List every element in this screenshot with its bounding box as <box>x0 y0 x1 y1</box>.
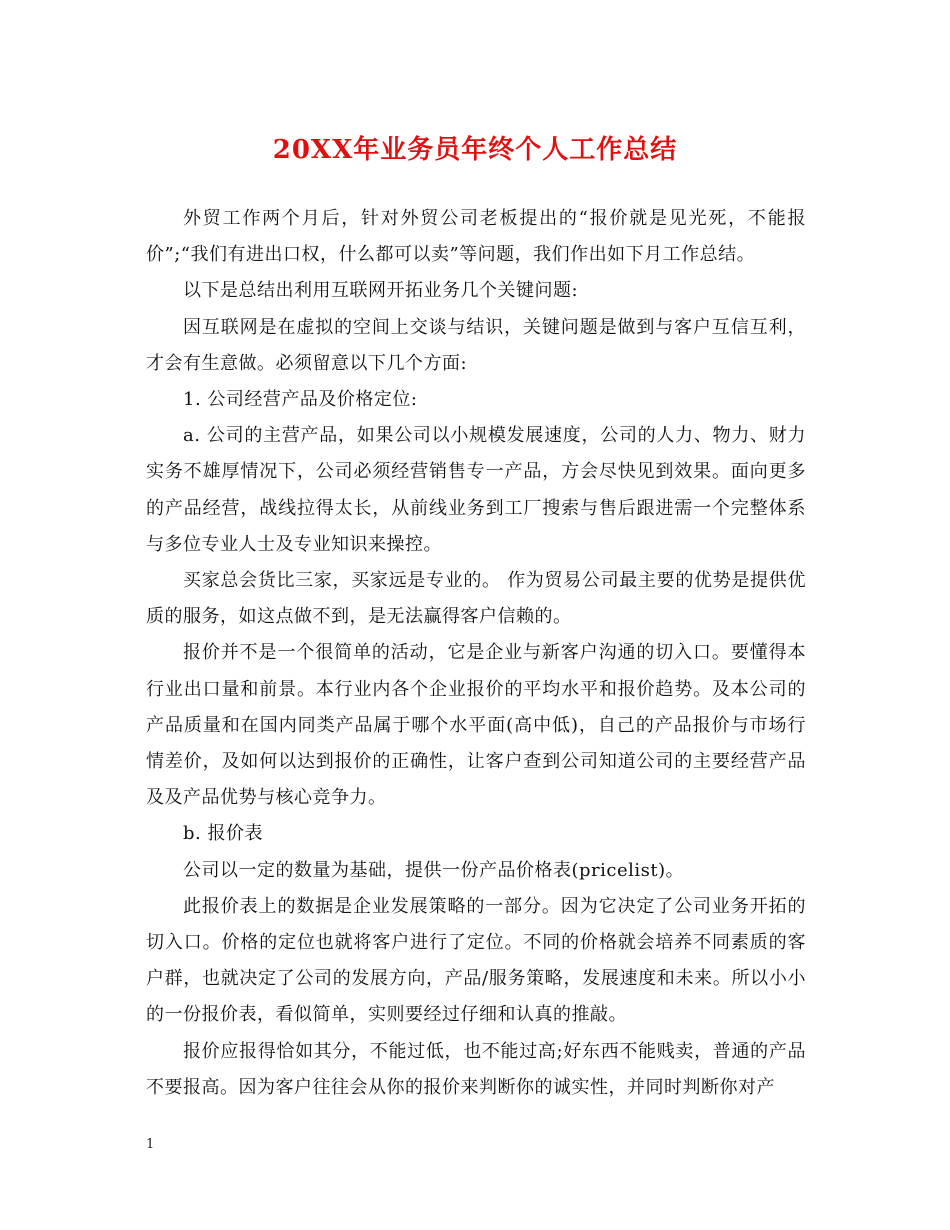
paragraph: a. 公司的主营产品，如果公司以小规模发展速度，公司的人力、物力、财力实务不雄厚情况下，公司必须经营销售专一产品，方会尽快见到效果。面向更多的产品经营，战线拉得太长，从前线业务到工厂搜索与售后跟进需一个完整体系与多位专业人士及专业知识来操控。 <box>146 425 806 555</box>
paragraph: 此报价表上的数据是企业发展策略的一部分。因为它决定了公司业务开拓的切入口。价格的定位也就将客户进行了定位。不同的价格就会培养不同素质的客户群，也就决定了公司的发展方向，产品/服务策略，发展速度和未来。所以小小的一份报价表，看似简单，实则要经过仔细和认真的推敲。 <box>146 895 806 1026</box>
paragraph: 公司以一定的数量为基础，提供一份产品价格表(pricelist)。 <box>183 859 685 881</box>
document-title: 20XX年业务员年终个人工作总结 <box>272 135 678 165</box>
paragraph: 买家总会货比三家，买家远是专业的。 作为贸易公司最主要的优势是提供优质的服务，如这点做不到，是无法赢得客户信赖的。 <box>146 570 806 628</box>
paragraph: b. 报价表 <box>183 823 263 845</box>
paragraph: 因互联网是在虚拟的空间上交谈与结识，关键问题是做到与客户互信互利，才会有生意做。必须留意以下几个方面: <box>146 316 806 374</box>
paragraph: 报价应报得恰如其分，不能过低，也不能过高;好东西不能贱卖，普通的产品不要报高。因为客户往往会从你的报价来判断你的诚实性，并同时判断你对产 <box>146 1040 806 1098</box>
paragraph: 1. 公司经营产品及价格定位: <box>183 389 418 411</box>
page-number: 1 <box>146 1137 155 1152</box>
document-body <box>146 201 806 1106</box>
paragraph: 报价并不是一个很简单的活动，它是企业与新客户沟通的切入口。要懂得本行业出口量和前景。本行业内各个企业报价的平均水平和报价趋势。及本公司的产品质量和在国内同类产品属于哪个水平面(高中低)，自己的产品报价与市场行情差价，及如何以达到报价的正确性，让客户查到公司知道公司的主要经营产品及及产品优势与核心竞争力。 <box>146 642 806 809</box>
paragraph: 外贸工作两个月后，针对外贸公司老板提出的“报价就是见光死，不能报价”;“我们有进出口权，什么都可以卖”等问题，我们作出如下月工作总结。 <box>146 208 806 266</box>
paragraph: 以下是总结出利用互联网开拓业务几个关键问题: <box>183 280 579 302</box>
